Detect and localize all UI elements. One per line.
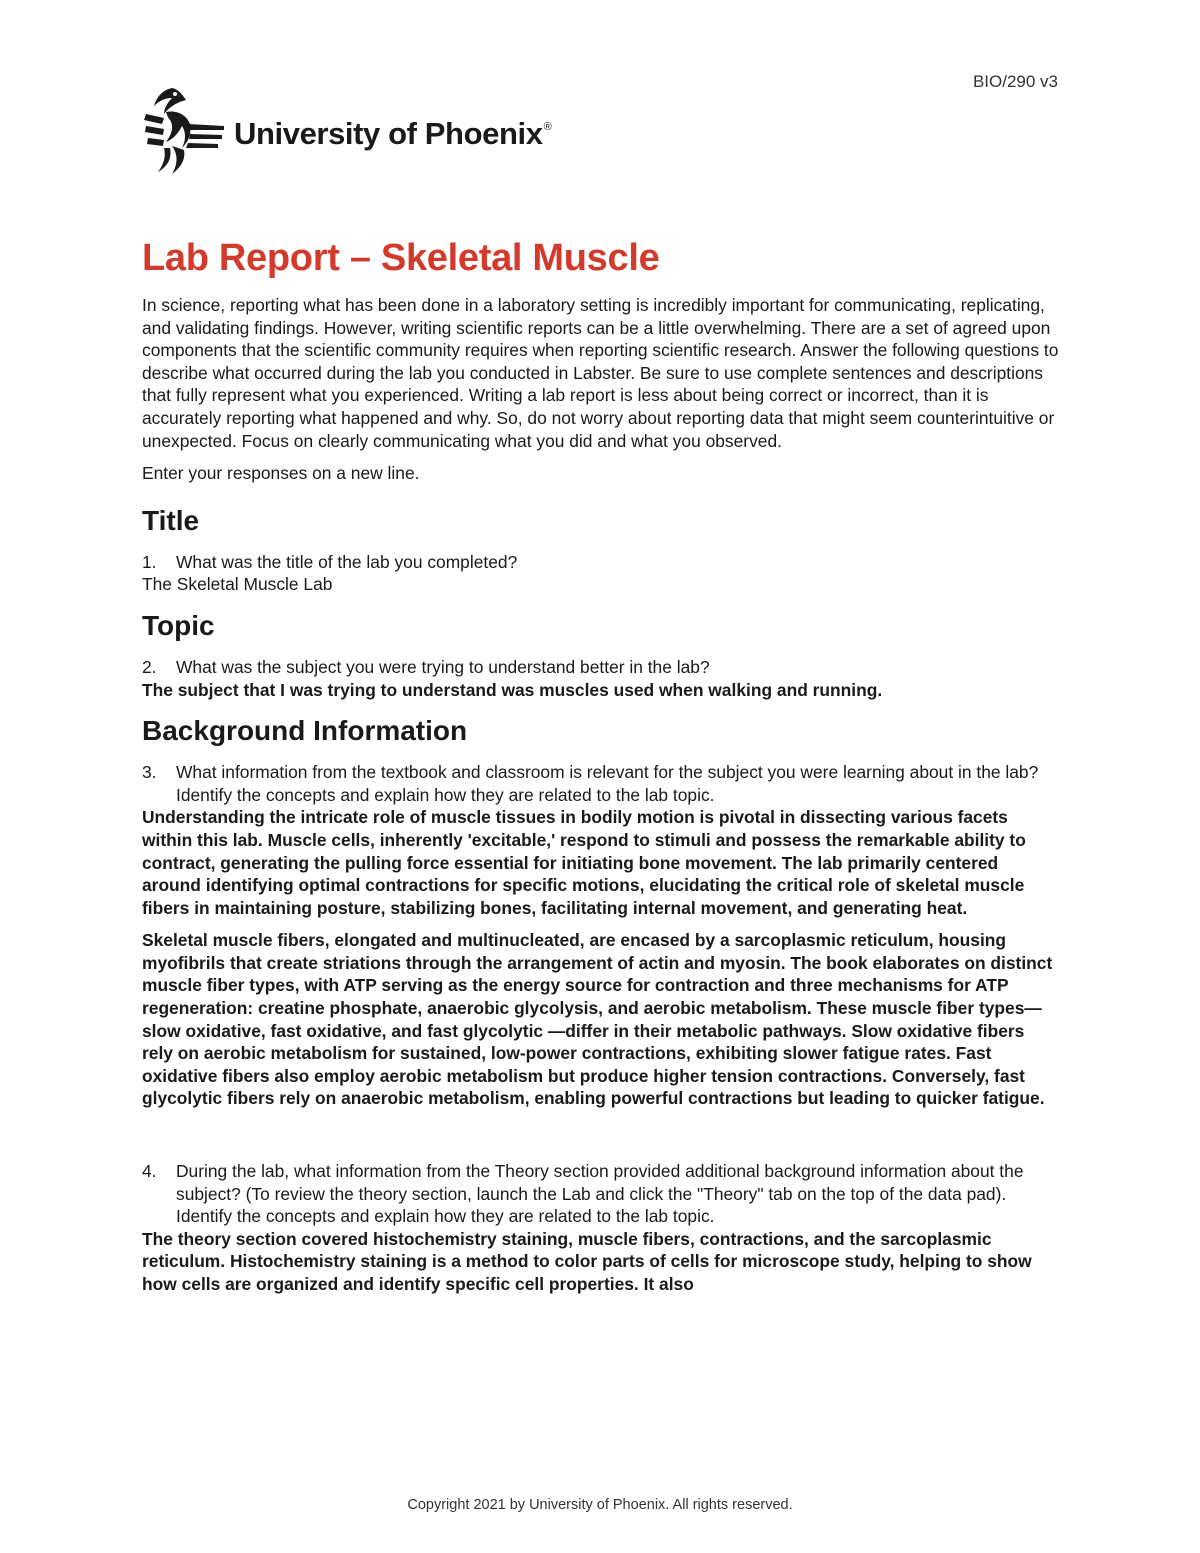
university-logo <box>142 84 551 176</box>
answer-3-paragraph-1[interactable]: Understanding the intricate role of muscle tissues in bodily motion is pivotal in dissecting various facets within this lab. Muscle cells, inherently 'excitable,' respond to stimuli and possess the remarkable ability to contract, generating the pulling force essential for initiating bone movement. The lab primarily centered around identifying optimal contractions for specific motions, elucidating the critical role of skeletal muscle fibers in maintaining posture, stabilizing bones, facilitating internal movement, and generating heat. <box>142 807 1026 918</box>
question-number: 1. <box>142 551 157 572</box>
question-text: What was the subject you were trying to understand better in the lab? <box>176 656 710 677</box>
section-heading-background: Background Information <box>142 715 468 747</box>
logo-text: University of Phoenix <box>234 116 543 151</box>
document-title: Lab Report – Skeletal Muscle <box>142 237 660 279</box>
question-text: What information from the textbook and classroom is relevant for the subject you were learning about in the lab? Identify the concepts and explain how they are related to the lab topic. <box>176 762 1039 805</box>
question-3 <box>142 761 1060 806</box>
document-body <box>142 237 1060 1296</box>
question-number: 4. <box>142 1161 157 1182</box>
section-heading-topic: Topic <box>142 609 215 641</box>
section-heading-title: Title <box>142 504 200 536</box>
course-code: BIO/290 v3 <box>972 72 1058 91</box>
question-4 <box>142 1160 1060 1228</box>
intro-paragraph: In science, reporting what has been done in a laboratory setting is incredibly important for communicating, replicating, and validating findings. However, writing scientific reports can be a little overwhelming. There are a set of agreed upon components that the scientific community requires when reporting scientific research. Answer the following questions to describe what occurred during the lab you conducted in Labster. Be sure to use complete sentences and descriptions that fully represent what you experienced. Writing a lab report is less about being correct or incorrect, than it is accurately reporting what happened and why. So, do not worry about reporting data that might seem counterintuitive or unexpected. Focus on clearly communicating what you did and what you observed. <box>142 295 1059 451</box>
question-2 <box>142 656 1060 679</box>
question-number: 3. <box>142 762 157 783</box>
registered-mark: ® <box>543 121 552 133</box>
answer-1[interactable]: The Skeletal Muscle Lab <box>142 574 333 595</box>
phoenix-bird-icon <box>142 84 226 176</box>
question-text: During the lab, what information from the Theory section provided additional background information about the subject? (To review the theory section, launch the Lab and click the "Theory" tab on the top of the data pad). Identify the concepts and explain how they are related to the lab topic. <box>176 1161 1024 1227</box>
logo-wordmark <box>234 116 551 152</box>
question-number: 2. <box>142 656 157 677</box>
answer-4[interactable]: The theory section covered histochemistry staining, muscle fibers, contractions, and the sarcoplasmic reticulum. Histochemistry staining is a method to color parts of cells for microscope study, helping to show how cells are organized and identify specific cell properties. It also <box>142 1228 1032 1294</box>
instruction-text: Enter your responses on a new line. <box>142 463 420 484</box>
answer-2[interactable]: The subject that I was trying to understand was muscles used when walking and running. <box>142 679 883 700</box>
copyright-footer: Copyright 2021 by University of Phoenix. All rights reserved. <box>407 1497 793 1513</box>
answer-3-paragraph-2[interactable]: Skeletal muscle fibers, elongated and multinucleated, are encased by a sarcoplasmic reticulum, housing myofibrils that create striations through the arrangement of actin and myosin. The book elaborates on distinct muscle fiber types, with ATP serving as the energy source for contraction and three mechanisms for ATP regeneration: creatine phosphate, anaerobic glycolysis, and aerobic metabolism. These muscle fiber types—slow oxidative, fast oxidative, and fast glycolytic —differ in their metabolic pathways. Slow oxidative fibers rely on aerobic metabolism for sustained, low-power contractions, exhibiting slower fatigue rates. Fast oxidative fibers also employ aerobic metabolism but produce higher tension contractions. Conversely, fast glycolytic fibers rely on anaerobic metabolism, enabling powerful contractions but leading to quicker fatigue. <box>142 930 1053 1109</box>
question-1 <box>142 551 1060 574</box>
question-text: What was the title of the lab you completed? <box>176 551 518 572</box>
